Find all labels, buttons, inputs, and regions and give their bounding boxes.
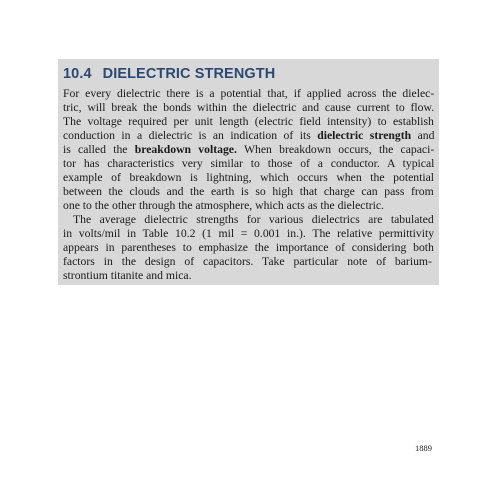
text-line: factors in the design of capacitors. Take particular note of barium- (63, 255, 432, 268)
text-run: is called the (63, 143, 135, 156)
text-line: tric, will break the bonds within the dielectric and cause current to flow. (63, 101, 435, 114)
text-line: The average dielectric strengths for various dielectrics are tabulated (73, 213, 434, 226)
text-line: between the clouds and the earth is so high that charge can pass from (63, 185, 434, 198)
term-dielectric-strength: dielectric strength (317, 129, 412, 142)
paragraph-1 (63, 87, 434, 213)
text-run: and (411, 129, 435, 142)
text-line: one to the other through the atmosphere, which acts as the dielectric. (63, 199, 384, 212)
text-line: appears in parentheses to emphasize the importance of considering both (63, 241, 434, 254)
text-line: tor has characteristics very similar to those of a conductor. A typical (63, 157, 435, 170)
section-title: DIELECTRIC STRENGTH (102, 66, 276, 82)
text-line: The voltage required per unit length (electric field intensity) to establish (63, 115, 434, 128)
section-number: 10.4 (63, 66, 92, 82)
text-line: in volts/mil in Table 10.2 (1 mil = 0.001 in.). The relative permittivity (63, 227, 435, 240)
text-line (63, 143, 434, 157)
text-run: conduction in a dielectric is an indication of its (63, 129, 318, 142)
paragraph-2 (63, 213, 434, 283)
text-line (63, 129, 434, 143)
text-line: For every dielectric there is a potential that, if applied across the dielec- (63, 87, 435, 100)
text-run: When breakdown occurs, the capaci- (236, 143, 435, 156)
text-line: example of breakdown is lightning, which occurs when the potential (63, 171, 435, 184)
text-panel (58, 59, 439, 285)
section-heading (63, 65, 434, 83)
page-number: 1889 (415, 443, 432, 453)
term-breakdown-voltage: breakdown voltage. (134, 143, 237, 156)
text-line: strontium titanite and mica. (63, 269, 192, 282)
